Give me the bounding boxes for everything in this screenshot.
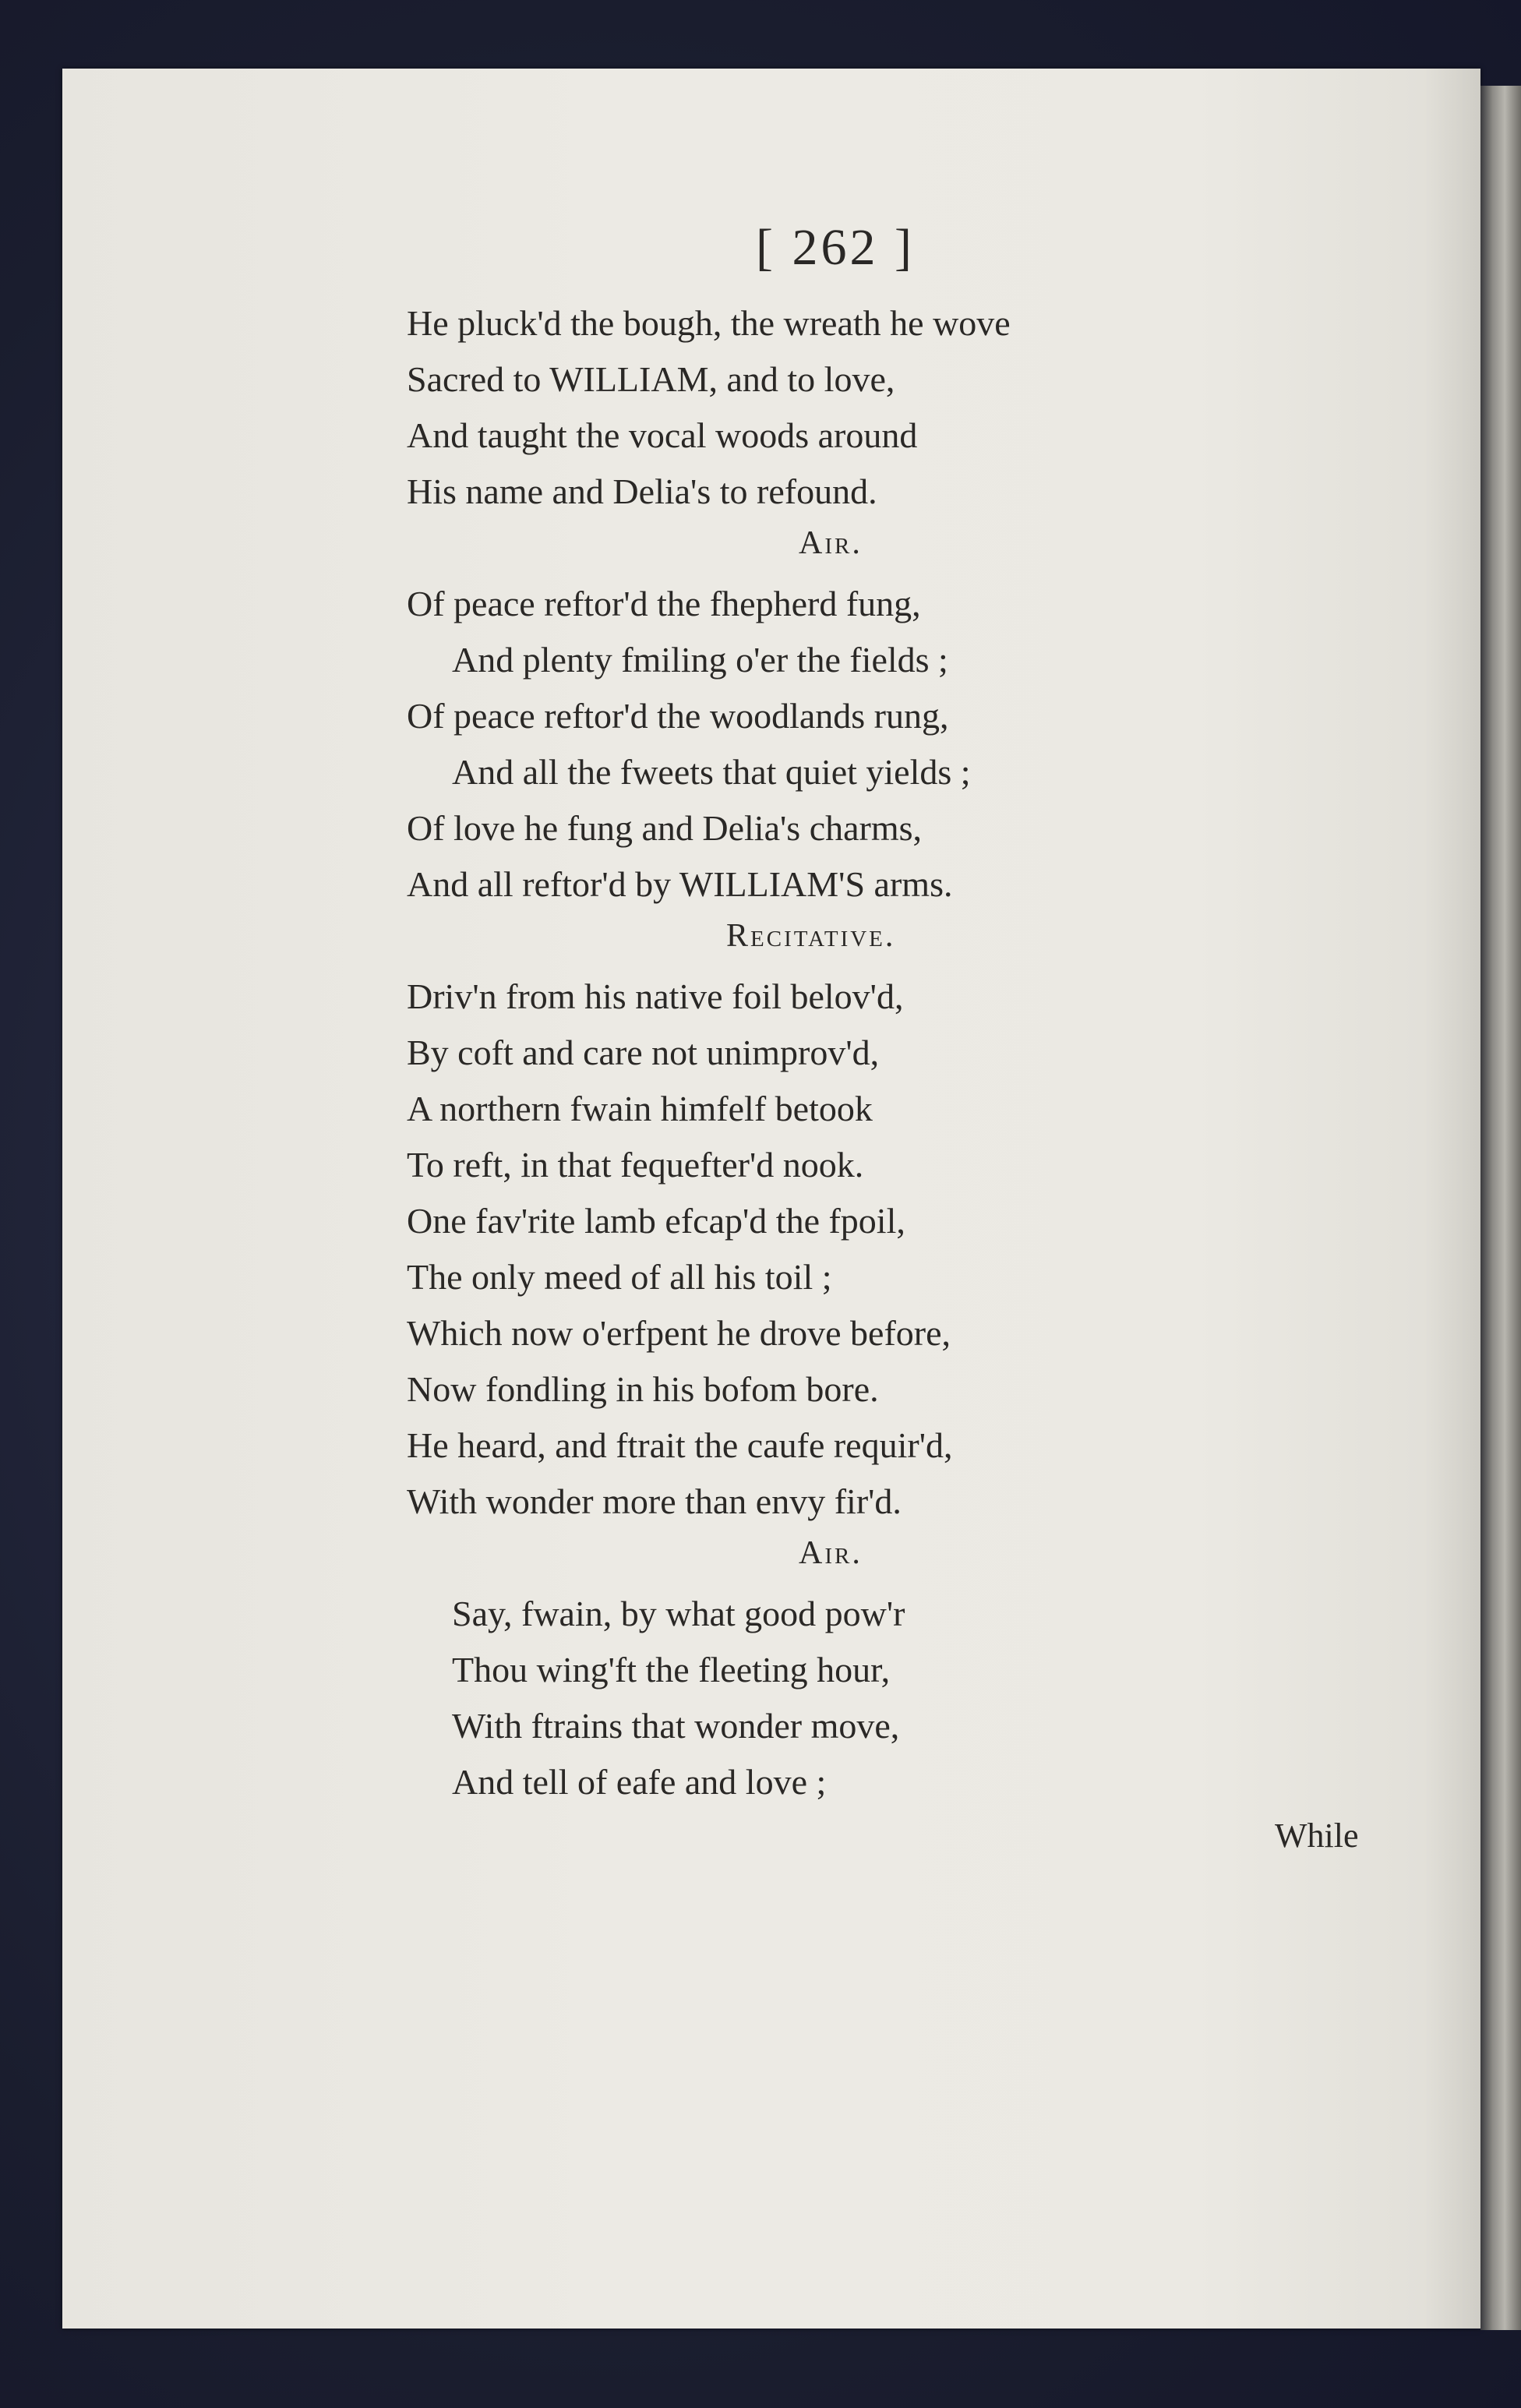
verse-line: His name and Delia's to refound. (407, 471, 877, 511)
section-heading: Air. (799, 525, 863, 561)
verse-line: One fav'rite lamb efcap'd the fpoil, (407, 1201, 905, 1241)
verse-line: The only meed of all his toil ; (407, 1257, 832, 1297)
verse-line: Say, fwain, by what good pow'r (452, 1594, 905, 1633)
verse-line: To reft, in that fequefter'd nook. (407, 1145, 864, 1185)
catchword: While (1275, 1817, 1359, 1855)
verse-line: And all reftor'd by WILLIAM'S arms. (407, 864, 953, 904)
verse-line: Sacred to WILLIAM, and to love, (407, 359, 895, 399)
verse-line: Of peace reftor'd the woodlands rung, (407, 696, 949, 736)
verse-line: Driv'n from his native foil belov'd, (407, 976, 904, 1016)
verse-line: Of peace reftor'd the fhepherd fung, (407, 584, 921, 623)
verse-line: With wonder more than envy fir'd. (407, 1481, 902, 1521)
section-heading: Recitative. (726, 918, 896, 954)
page-number: [ 262 ] (756, 219, 915, 276)
verse-line: Of love he fung and Delia's charms, (407, 808, 923, 848)
verse-line: Which now o'erfpent he drove before, (407, 1313, 951, 1353)
verse-line: And all the fweets that quiet yields ; (452, 752, 971, 792)
page-edge (1480, 86, 1521, 2330)
verse-line: A northern fwain himfelf betook (407, 1089, 873, 1128)
verse-line: By coft and care not unimprov'd, (407, 1033, 880, 1072)
verse-line: With ftrains that wonder move, (452, 1706, 900, 1746)
verse-line: Thou wing'ft the fleeting hour, (452, 1650, 891, 1689)
verse-line: He pluck'd the bough, the wreath he wove (407, 303, 1011, 343)
verse-line: Now fondling in his bofom bore. (407, 1369, 879, 1409)
verse-line: And tell of eafe and love ; (452, 1762, 827, 1802)
verse-line: And taught the vocal woods around (407, 415, 918, 455)
section-heading: Air. (799, 1535, 863, 1571)
verse-line: And plenty fmiling o'er the fields ; (452, 640, 948, 680)
verse-line: He heard, and ftrait the caufe requir'd, (407, 1425, 953, 1465)
